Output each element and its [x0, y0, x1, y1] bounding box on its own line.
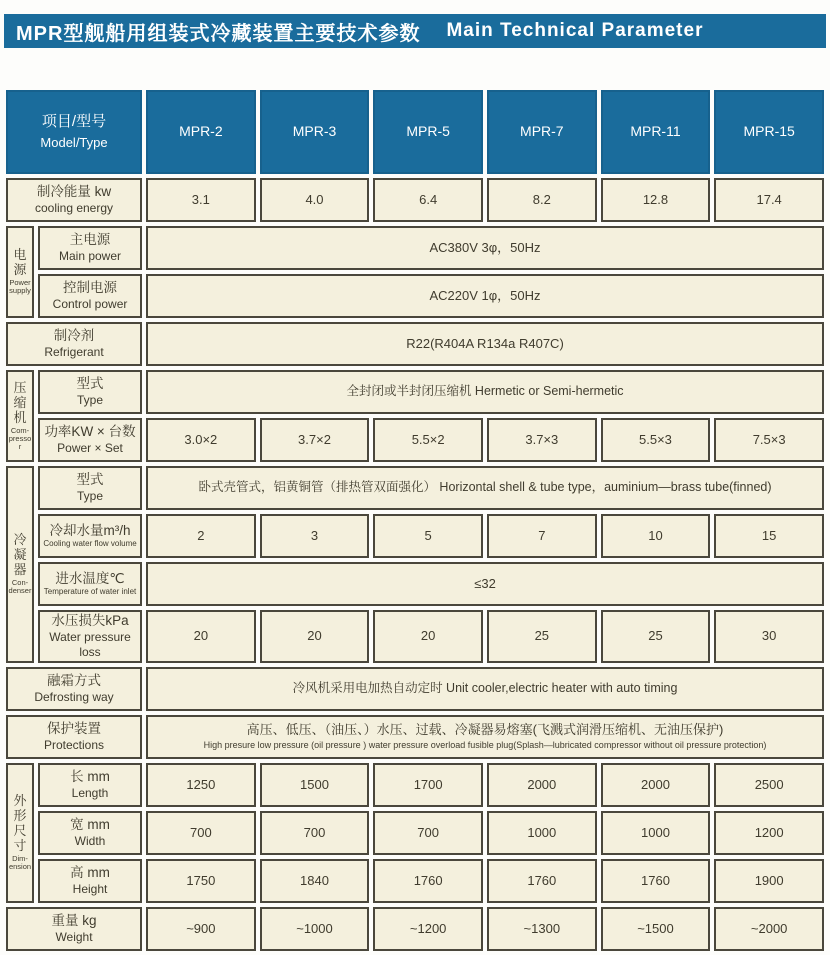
control-power-value: AC220V 1φ，50Hz [146, 274, 824, 318]
width-value: 700 [373, 811, 483, 855]
height-value: 1760 [601, 859, 711, 903]
pressure-loss-value: 20 [373, 610, 483, 663]
header-label-zh: 项目/型号 [41, 112, 107, 130]
pressure-loss-value: 25 [601, 610, 711, 663]
cooling-water-value: 3 [260, 514, 370, 558]
row-main-power [6, 226, 824, 270]
length-label: 长 mm Length [38, 763, 142, 807]
cooling-water-value: 5 [373, 514, 483, 558]
weight-value: ~2000 [714, 907, 824, 951]
condenser-type-label: 型式 Type [38, 466, 142, 510]
compressor-type-label: 型式 Type [38, 370, 142, 414]
table-header-row [6, 90, 824, 174]
row-length [6, 763, 824, 807]
height-label: 高 mm Height [38, 859, 142, 903]
page-title-bar [4, 14, 826, 48]
width-value: 1000 [601, 811, 711, 855]
length-value: 2000 [487, 763, 597, 807]
power-set-value: 5.5×2 [373, 418, 483, 462]
defrosting-label: 融霜方式 Defrosting way [6, 667, 142, 711]
compressor-group-label: 压缩机 Com-pressor [6, 370, 34, 462]
header-model-mpr5: MPR-5 [373, 90, 483, 174]
power-set-value: 5.5×3 [601, 418, 711, 462]
header-label-en: Model/Type [40, 135, 108, 151]
width-value: 700 [146, 811, 256, 855]
water-inlet-label: 进水温度℃ Temperature of water inlet [38, 562, 142, 606]
cooling-energy-value: 17.4 [714, 178, 824, 222]
height-value: 1760 [487, 859, 597, 903]
length-value: 2500 [714, 763, 824, 807]
pressure-loss-value: 25 [487, 610, 597, 663]
cooling-energy-value: 12.8 [601, 178, 711, 222]
row-height [6, 859, 824, 903]
refrigerant-value: R22(R404A R134a R407C) [146, 322, 824, 366]
refrigerant-label: 制冷剂 Refrigerant [6, 322, 142, 366]
power-set-value: 3.7×3 [487, 418, 597, 462]
cooling-energy-value: 4.0 [260, 178, 370, 222]
cooling-energy-value: 3.1 [146, 178, 256, 222]
cooling-energy-value: 8.2 [487, 178, 597, 222]
weight-value: ~900 [146, 907, 256, 951]
header-model-mpr7: MPR-7 [487, 90, 597, 174]
header-model-mpr11: MPR-11 [601, 90, 711, 174]
weight-value: ~1500 [601, 907, 711, 951]
weight-label: 重量 kg Weight [6, 907, 142, 951]
compressor-type-value: 全封闭或半封闭压缩机 Hermetic or Semi-hermetic [146, 370, 824, 414]
power-set-value: 3.7×2 [260, 418, 370, 462]
condenser-group-label: 冷凝器 Con-denser [6, 466, 34, 663]
height-value: 1840 [260, 859, 370, 903]
row-width [6, 811, 824, 855]
row-protections [6, 715, 824, 759]
cooling-energy-value: 6.4 [373, 178, 483, 222]
length-value: 1500 [260, 763, 370, 807]
main-power-label: 主电源 Main power [38, 226, 142, 270]
cooling-water-value: 7 [487, 514, 597, 558]
cooling-energy-label: 制冷能量 kw cooling energy [6, 178, 142, 222]
width-value: 1000 [487, 811, 597, 855]
dimension-group-label: 外形尺寸 Dim-ension [6, 763, 34, 903]
condenser-type-value: 卧式壳管式，铝黄铜管（排热管双面强化） Horizontal shell & tube type，auminium—brass tube(finned) [146, 466, 824, 510]
header-model-type-cell [6, 90, 142, 174]
row-cooling-water [6, 514, 824, 558]
header-model-mpr2: MPR-2 [146, 90, 256, 174]
width-value: 700 [260, 811, 370, 855]
control-power-label: 控制电源 Control power [38, 274, 142, 318]
pressure-loss-value: 20 [146, 610, 256, 663]
pressure-loss-value: 20 [260, 610, 370, 663]
length-value: 1700 [373, 763, 483, 807]
main-power-value: AC380V 3φ，50Hz [146, 226, 824, 270]
row-condenser-type [6, 466, 824, 510]
power-set-label: 功率KW × 台数 Power × Set [38, 418, 142, 462]
row-water-inlet-temp [6, 562, 824, 606]
width-value: 1200 [714, 811, 824, 855]
page-title-zh: MPR型舰船用组装式冷藏装置主要技术参数 [16, 22, 421, 45]
row-compressor-power-set [6, 418, 824, 462]
power-set-value: 3.0×2 [146, 418, 256, 462]
water-inlet-value: ≤32 [146, 562, 824, 606]
row-weight [6, 907, 824, 951]
power-supply-group-label: 电源 Power supply [6, 226, 34, 318]
cooling-water-value: 10 [601, 514, 711, 558]
row-cooling-energy [6, 178, 824, 222]
cooling-water-label: 冷却水量m³/h Cooling water flow volume [38, 514, 142, 558]
weight-value: ~1300 [487, 907, 597, 951]
defrosting-value: 冷风机采用电加热自动定时 Unit cooler,electric heater with auto timing [146, 667, 824, 711]
header-model-mpr3: MPR-3 [260, 90, 370, 174]
header-model-mpr15: MPR-15 [714, 90, 824, 174]
height-value: 1900 [714, 859, 824, 903]
row-pressure-loss [6, 610, 824, 663]
width-label: 宽 mm Width [38, 811, 142, 855]
length-value: 2000 [601, 763, 711, 807]
power-set-value: 7.5×3 [714, 418, 824, 462]
pressure-loss-value: 30 [714, 610, 824, 663]
height-value: 1750 [146, 859, 256, 903]
height-value: 1760 [373, 859, 483, 903]
weight-value: ~1000 [260, 907, 370, 951]
cooling-water-value: 2 [146, 514, 256, 558]
pressure-loss-label: 水压损失kPa Water pressure loss [38, 610, 142, 663]
row-compressor-type [6, 370, 824, 414]
protections-value: 高压、低压、（油压、）水压、过载、冷凝器易熔塞(飞溅式润滑压缩机、无油压保护) High presure low pressure (oil pressure ) water pressure overload fusible plug(Splash—lubricated compressor without oil pressure protection) [146, 715, 824, 759]
row-refrigerant [6, 322, 824, 366]
row-defrosting [6, 667, 824, 711]
page-title-en: Main Technical Parameter [446, 20, 704, 41]
cooling-water-value: 15 [714, 514, 824, 558]
length-value: 1250 [146, 763, 256, 807]
parameters-table [2, 86, 828, 955]
protections-label: 保护装置 Protections [6, 715, 142, 759]
weight-value: ~1200 [373, 907, 483, 951]
row-control-power [6, 274, 824, 318]
